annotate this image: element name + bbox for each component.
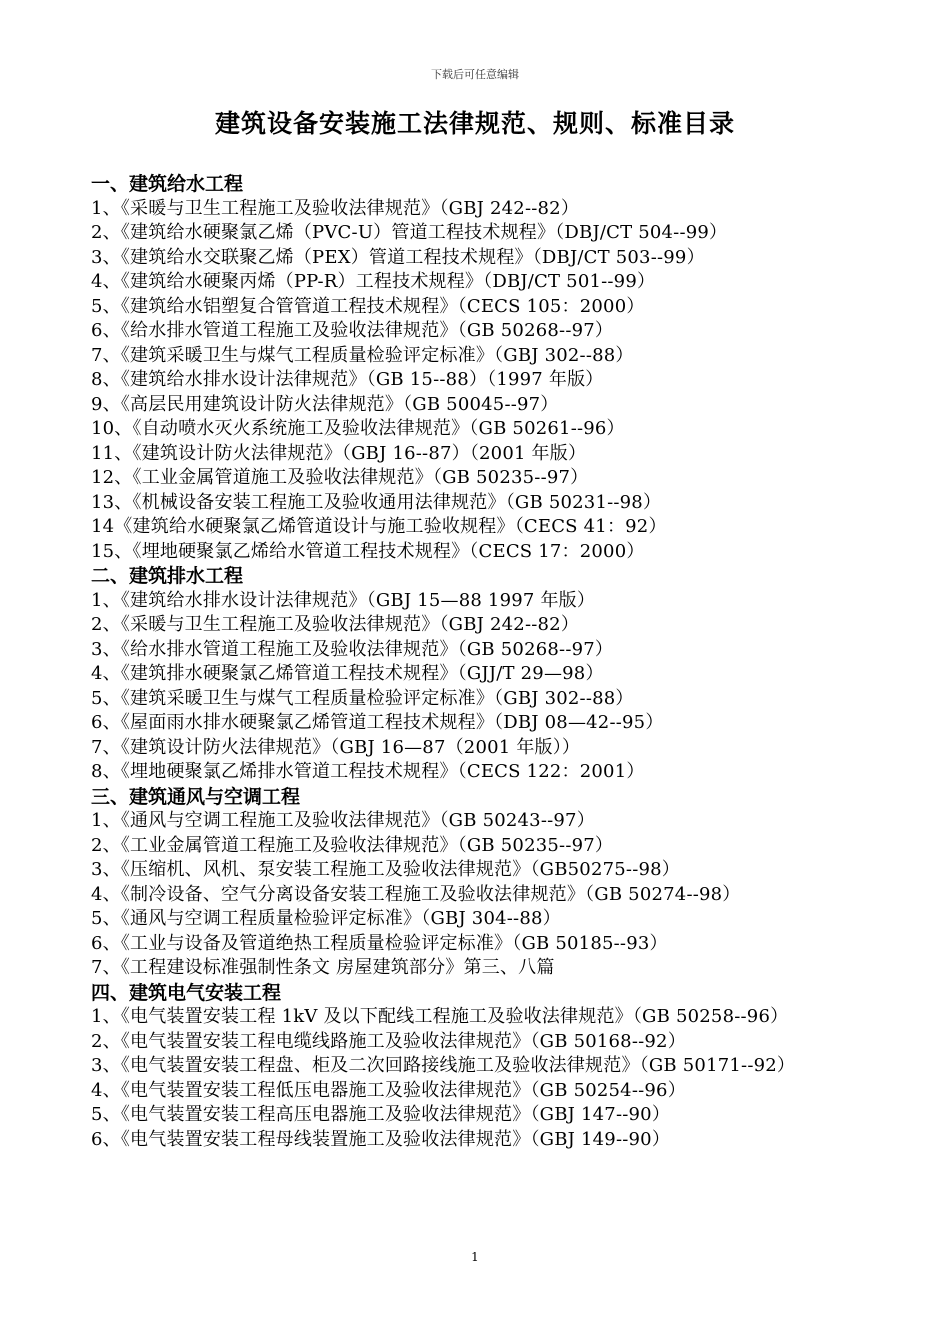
standard-entry: 4、《制冷设备、空气分离设备安装工程施工及验收法律规范》（GB 50274--98） bbox=[91, 883, 741, 905]
standard-entry: 1、《通风与空调工程施工及验收法律规范》（GB 50243--97） bbox=[91, 810, 595, 831]
document-body bbox=[91, 172, 861, 1152]
standard-entry: 10、《自动喷水灭火系统施工及验收法律规范》（GB 50261--96） bbox=[91, 418, 625, 439]
standard-entry: 13、《机械设备安装工程施工及验收通用法律规范》（GB 50231--98） bbox=[91, 491, 662, 513]
document-title: 建筑设备安装施工法律规范、规则、标准目录 bbox=[214, 109, 735, 138]
standard-entry: 8、《埋地硬聚氯乙烯排水管道工程技术规程》（CECS 122：2001） bbox=[91, 761, 645, 782]
standard-entry: 1、《电气装置安装工程 1kV 及以下配线工程施工及验收法律规范》（GB 50258--96） bbox=[91, 1006, 789, 1027]
section-heading: 一、建筑给水工程 bbox=[91, 173, 244, 195]
standard-entry: 5、《建筑采暖卫生与煤气工程质量检验评定标准》（GBJ 302--88） bbox=[91, 687, 634, 709]
section-2 bbox=[91, 564, 861, 785]
standard-entry: 2、《工业金属管道工程施工及验收法律规范》（GB 50235--97） bbox=[91, 834, 614, 856]
standard-entry: 6、《工业与设备及管道绝热工程质量检验评定标准》（GB 50185--93） bbox=[91, 932, 668, 954]
standard-entry: 2、《采暖与卫生工程施工及验收法律规范》（GBJ 242--82） bbox=[91, 614, 580, 635]
standard-entry: 7、《工程建设标准强制性条文 房屋建筑部分》第三、八篇 bbox=[91, 957, 555, 978]
header-note: 下载后可任意编辑 bbox=[431, 68, 519, 81]
standard-entry: 7、《建筑设计防火法律规范》（GBJ 16—87（2001 年版）） bbox=[91, 736, 581, 758]
section-3 bbox=[91, 785, 861, 981]
standard-entry: 6、《给水排水管道工程施工及验收法律规范》（GB 50268--97） bbox=[91, 320, 614, 341]
standard-entry: 7、《建筑采暖卫生与煤气工程质量检验评定标准》（GBJ 302--88） bbox=[91, 344, 634, 366]
standard-entry: 9、《高层民用建筑设计防火法律规范》（GB 50045--97） bbox=[91, 393, 559, 415]
standard-entry: 6、《屋面雨水排水硬聚氯乙烯管道工程技术规程》（DBJ 08—42--95） bbox=[91, 712, 664, 733]
standard-entry: 4、《建筑排水硬聚氯乙烯管道工程技术规程》（GJJ/T 29—98） bbox=[91, 663, 604, 684]
section-1 bbox=[91, 172, 861, 564]
standard-entry: 3、《电气装置安装工程盘、柜及二次回路接线施工及验收法律规范》（GB 50171--92） bbox=[91, 1055, 796, 1076]
standard-entry: 14《建筑给水硬聚氯乙烯管道设计与施工验收规程》（CECS 41：92） bbox=[91, 516, 667, 537]
standard-entry: 1、《采暖与卫生工程施工及验收法律规范》（GBJ 242--82） bbox=[91, 197, 580, 219]
standard-entry: 3、《压缩机、风机、泵安装工程施工及验收法律规范》（GB50275--98） bbox=[91, 859, 680, 880]
standard-entry: 15、《埋地硬聚氯乙烯给水管道工程技术规程》（CECS 17：2000） bbox=[91, 540, 645, 562]
section-heading: 三、建筑通风与空调工程 bbox=[91, 785, 301, 808]
section-heading: 四、建筑电气安装工程 bbox=[91, 981, 282, 1004]
standard-entry: 4、《建筑给水硬聚丙烯（PP-R）工程技术规程》（DBJ/CT 501--99） bbox=[91, 271, 656, 292]
standard-entry: 4、《电气装置安装工程低压电器施工及验收法律规范》（GB 50254--96） bbox=[91, 1079, 686, 1101]
standard-entry: 2、《电气装置安装工程电缆线路施工及验收法律规范》（GB 50168--92） bbox=[91, 1030, 686, 1052]
page-number: 1 bbox=[471, 1250, 479, 1264]
standard-entry: 3、《给水排水管道工程施工及验收法律规范》（GB 50268--97） bbox=[91, 638, 614, 660]
standard-entry: 5、《通风与空调工程质量检验评定标准》（GBJ 304--88） bbox=[91, 908, 561, 929]
standard-entry: 11、《建筑设计防火法律规范》（GBJ 16--87）（2001 年版） bbox=[91, 442, 587, 464]
section-4 bbox=[91, 981, 861, 1153]
standard-entry: 5、《建筑给水铝塑复合管管道工程技术规程》（CECS 105：2000） bbox=[91, 295, 645, 317]
standard-entry: 3、《建筑给水交联聚乙烯（PEX）管道工程技术规程》（DBJ/CT 503--99） bbox=[91, 246, 705, 268]
standard-entry: 2、《建筑给水硬聚氯乙烯（PVC-U）管道工程技术规程》（DBJ/CT 504--99） bbox=[91, 222, 728, 243]
standard-entry: 12、《工业金属管道施工及验收法律规范》（GB 50235--97） bbox=[91, 467, 589, 488]
standard-entry: 8、《建筑给水排水设计法律规范》（GB 15--88）（1997 年版） bbox=[91, 369, 604, 390]
standard-entry: 5、《电气装置安装工程高压电器施工及验收法律规范》（GBJ 147--90） bbox=[91, 1104, 671, 1125]
standard-entry: 1、《建筑给水排水设计法律规范》（GBJ 15—88 1997 年版） bbox=[91, 589, 596, 611]
section-heading: 二、建筑排水工程 bbox=[91, 565, 244, 587]
standard-entry: 6、《电气装置安装工程母线装置施工及验收法律规范》（GBJ 149--90） bbox=[91, 1128, 671, 1150]
